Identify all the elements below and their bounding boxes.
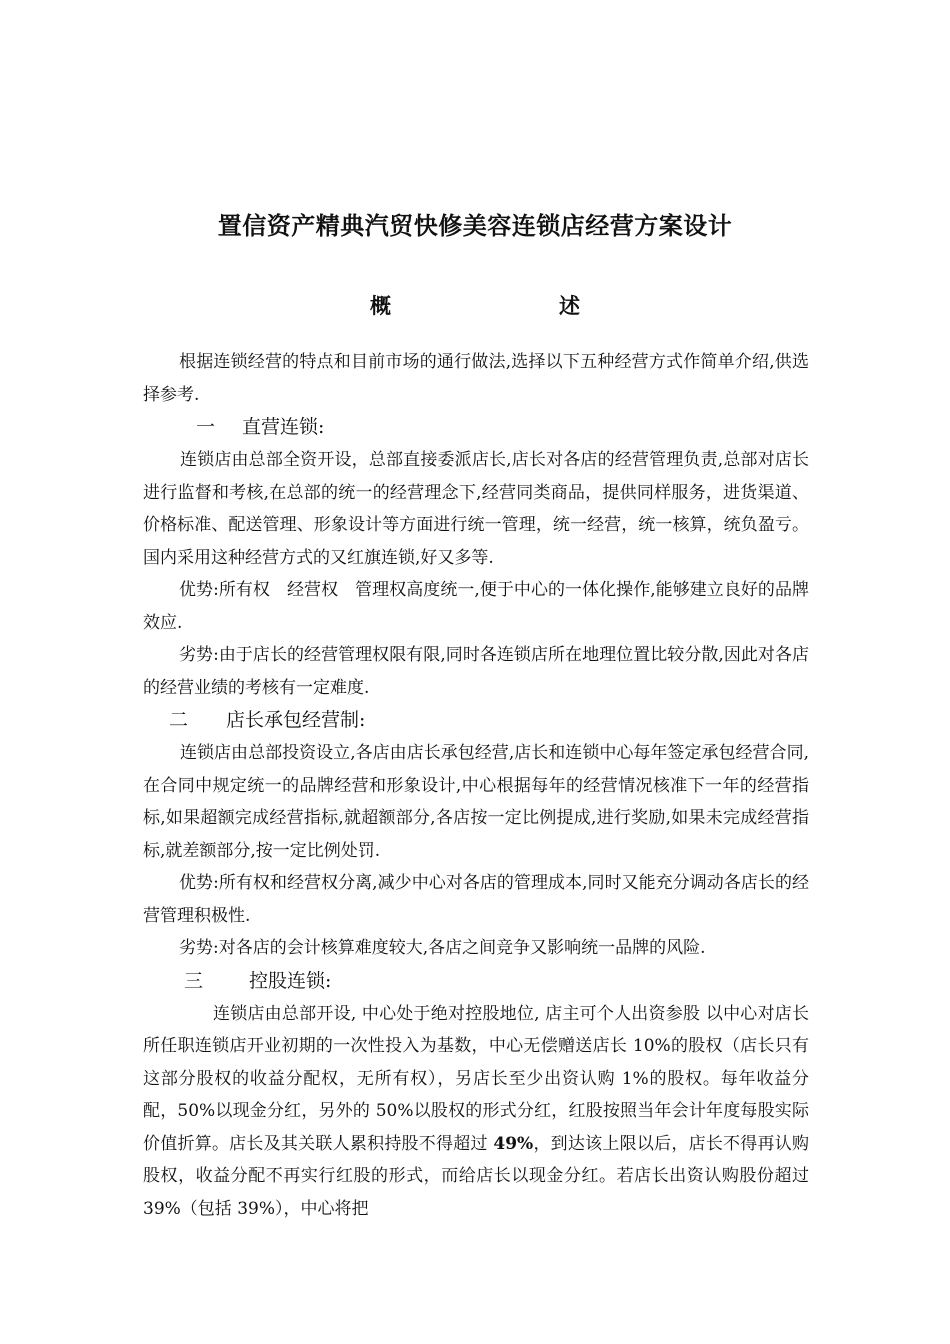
- section-1-description: 连锁店由总部全资开设，总部直接委派店长,店长对各店的经营管理负责,总部对店长进行监督和考核,在总部的统一的经营理念下,经营同类商品，提供同样服务，进货渠道、价格标准、配送管理、形象设计等方面进行统一管理，统一经营，统一核算，统负盈亏。国内采用这种经营方式的又红旗连锁,好又多等.: [143, 450, 809, 568]
- section-3-bold-percentage: 49%: [493, 1133, 534, 1154]
- overview-title-char-2: 述: [559, 294, 580, 318]
- section-heading-2: [143, 704, 809, 737]
- section-3-text-part-2: ，到达该上限以后，店长不得再认购股权，收益分配不再实行红股的形式，而给店长以现金分红。若店长出资认购股份超过 39%（包括 39%），中心将把: [143, 1133, 809, 1219]
- section-title-overview: [0, 290, 950, 320]
- section-number-2: 二: [169, 709, 189, 731]
- document-title: 置信资产精典汽贸快修美容连锁店经营方案设计: [217, 212, 733, 240]
- section-3-text-part-1: 连锁店由总部开设, 中心处于绝对控股地位, 店主可个人出资参股 以中心对店长所任职连锁店开业初期的一次性投入为基数，中心无偿赠送店长 10%的股权（店长只有这部分股权的收益分配权，无所有权），另店长至少出资认购 1%的股权。每年收益分配，50%以现金分红，另外的 50%以股权的形式分红，红股按照当年会计年度每股实际价值折算。店长及其关联人累积持股不得超过: [143, 1003, 809, 1154]
- section-heading-1: [143, 411, 809, 444]
- overview-title-char-1: 概: [370, 294, 391, 318]
- section-heading-text-1: 直营连锁:: [242, 416, 325, 438]
- section-heading-text-3: 控股连锁:: [249, 969, 332, 992]
- section-heading-3: [143, 965, 809, 998]
- section-2-description: 连锁店由总部投资设立,各店由店长承包经营,店长和连锁中心每年签定承包经营合同,在合同中规定统一的品牌经营和形象设计,中心根据每年的经营情况核准下一年的经营指标,如果超额完成经营指标,就超额部分,各店按一定比例提成,进行奖励,如果未完成经营指标,就差额部分,按一定比例处罚.: [143, 743, 809, 861]
- section-heading-text-2: 店长承包经营制:: [226, 709, 366, 731]
- section-number-1: 一: [196, 416, 216, 438]
- section-2-advantage: 优势:所有权和经营权分离,减少中心对各店的管理成本,同时又能充分调动各店长的经营管理积极性.: [143, 873, 809, 926]
- section-number-3: 三: [184, 969, 204, 992]
- document-body: [143, 346, 809, 1225]
- intro-paragraph: 根据连锁经营的特点和目前市场的通行做法,选择以下五种经营方式作简单介绍,供选择参考.: [143, 352, 809, 405]
- section-2-disadvantage: 劣势:对各店的会计核算难度较大,各店之间竞争又影响统一品牌的风险.: [179, 938, 706, 958]
- section-1-advantage: 优势:所有权 经营权 管理权高度统一,便于中心的一体化操作,能够建立良好的品牌效应.: [143, 580, 809, 633]
- section-1-disadvantage: 劣势:由于店长的经营管理权限有限,同时各连锁店所在地理位置比较分散,因此对各店的经营业绩的考核有一定难度.: [143, 645, 809, 698]
- section-3-description: [143, 998, 809, 1226]
